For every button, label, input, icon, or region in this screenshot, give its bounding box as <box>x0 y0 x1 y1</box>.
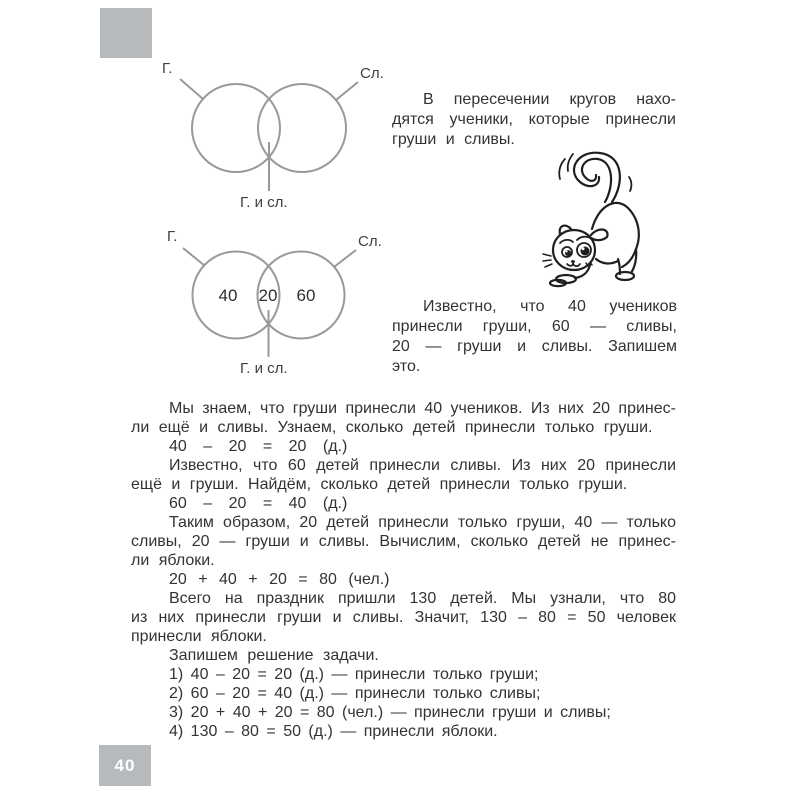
text-line: Таким образом, 20 детей принесли только груши, 40 — только <box>169 514 676 531</box>
text-line: Всего на праздник пришли 130 детей. Мы узнали, что 80 <box>169 590 676 607</box>
text-line: это. <box>392 358 421 375</box>
venn1-intersection-label: Г. и сл. <box>240 194 288 211</box>
formula-line: 60 – 20 = 40 (д.) <box>169 495 348 512</box>
text-line: Мы знаем, что груши принесли 40 учеников. Из них 20 принес- <box>169 400 676 417</box>
page-number-badge <box>99 745 151 786</box>
cat-illustration <box>540 146 654 288</box>
text-line: ли яблоки. <box>131 552 215 569</box>
venn1-left-set-label: Г. <box>162 60 173 77</box>
venn2-left-set-label: Г. <box>167 228 178 245</box>
decoration-square <box>100 8 152 58</box>
text-line: из них принесли груши и сливы. Значит, 130 – 80 = 50 человек <box>131 609 676 626</box>
text-line: Известно, что 40 учеников <box>423 298 677 315</box>
text-line: груши и сливы. <box>392 131 515 148</box>
paragraph-intersection-note <box>392 90 676 150</box>
venn-diagram-values <box>150 222 400 392</box>
text-line: принесли груши, 60 — сливы, <box>392 318 677 335</box>
venn-diagram-empty <box>150 55 400 225</box>
text-line: В пересечении кругов нахо- <box>423 91 676 108</box>
solution-step-line: 3) 20 + 40 + 20 = 80 (чел.) — принесли груши и сливы; <box>169 704 611 721</box>
venn2-intersection-value: 20 <box>258 286 278 305</box>
venn2-intersection-label: Г. и сл. <box>240 360 288 377</box>
venn2-left-value: 40 <box>218 286 238 305</box>
paragraph-known-values <box>392 297 677 377</box>
venn1-right-set-label: Сл. <box>360 65 384 82</box>
solution-step-line: 4) 130 – 80 = 50 (д.) — принесли яблоки. <box>169 723 498 740</box>
text-line: дятся ученики, которые принесли <box>392 111 676 128</box>
formula-line: 40 – 20 = 20 (д.) <box>169 438 348 455</box>
venn2-right-value: 60 <box>296 286 316 305</box>
formula-line: 20 + 40 + 20 = 80 (чел.) <box>169 571 390 588</box>
text-line: ли ещё и сливы. Узнаем, сколько детей принесли только груши. <box>131 419 653 436</box>
text-line: принесли яблоки. <box>131 628 267 645</box>
page-number: 40 <box>114 755 136 775</box>
text-line: 20 — груши и сливы. Запишем <box>392 338 677 355</box>
solution-step-line: 2) 60 – 20 = 40 (д.) — принесли только сливы; <box>169 685 541 702</box>
text-line: Известно, что 60 детей принесли сливы. Из них 20 принесли <box>169 457 676 474</box>
venn2-right-set-label: Сл. <box>358 233 382 250</box>
text-line: сливы, 20 — груши и сливы. Вычислим, сколько детей не принес- <box>131 533 676 550</box>
solution-step-line: 1) 40 – 20 = 20 (д.) — принесли только груши; <box>169 666 539 683</box>
text-line: Запишем решение задачи. <box>169 647 379 664</box>
text-line: ещё и груши. Найдём, сколько детей принесли только груши. <box>131 476 628 493</box>
solution-text-block <box>131 399 676 741</box>
